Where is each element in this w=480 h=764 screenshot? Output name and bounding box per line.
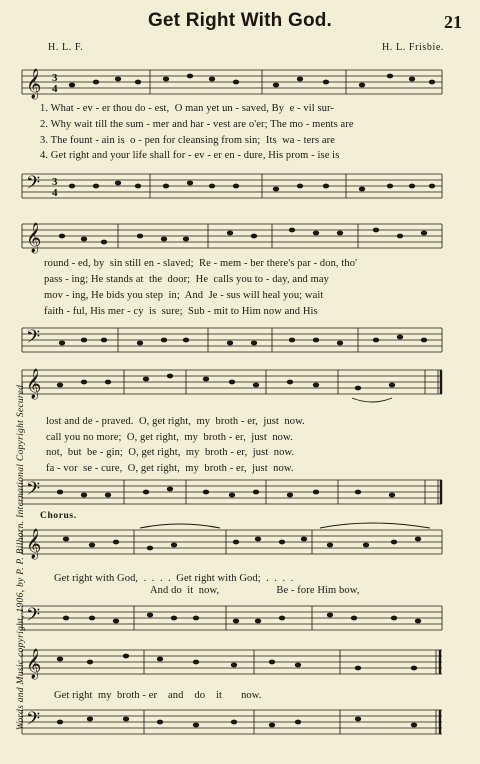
svg-text:𝄢: 𝄢	[26, 172, 41, 197]
svg-text:𝄞: 𝄞	[26, 369, 42, 398]
bass-staff-chorus-1	[0, 598, 480, 638]
svg-text:𝄢: 𝄢	[26, 478, 41, 503]
bass-staff-3	[0, 474, 480, 514]
chorus-label: Chorus.	[40, 511, 77, 521]
svg-text:3: 3	[52, 176, 58, 188]
svg-text:𝄞: 𝄞	[26, 69, 42, 98]
treble-staff-chorus-1	[0, 520, 480, 564]
treble-staff-3	[0, 364, 480, 408]
treble-staff-2	[0, 218, 480, 258]
verse-line-2-1: round - ed, by sin still en - slaved; Re - mem - ber there's par - don, tho'	[44, 258, 358, 269]
svg-text:𝄢: 𝄢	[26, 604, 41, 629]
svg-text:𝄞: 𝄞	[26, 649, 42, 678]
bass-staff-chorus-2	[0, 702, 480, 742]
svg-text:𝄢: 𝄢	[26, 708, 41, 733]
verse-line-1-1: 1. What - ev - er thou do - est, O man yet un - saved, By e - vil sur-	[40, 103, 335, 114]
treble-staff-chorus-2	[0, 642, 480, 686]
verse-line-1-2: 2. Why wait till the sum - mer and har - vest are o'er; The mo - ments are	[40, 119, 354, 130]
svg-text:𝄞: 𝄞	[26, 223, 42, 252]
svg-text:3: 3	[52, 72, 58, 84]
verse-line-2-3: mov - ing, He bids you step in; And Je - sus will heal you; wait	[44, 290, 324, 301]
svg-text:4: 4	[52, 187, 58, 199]
verse-line-3-2: call you no more; O, get right, my broth - er, just now.	[46, 432, 293, 443]
svg-text:𝄞: 𝄞	[26, 529, 42, 558]
svg-text:𝄢: 𝄢	[26, 326, 41, 351]
verse-line-3-3: not, but be - gin; O, get right, my broth - er, just now.	[46, 447, 295, 458]
chorus-line-3: Get right my broth - er and do it now.	[54, 690, 262, 701]
verse-line-2-2: pass - ing; He stands at the door; He calls you to - day, and may	[44, 274, 329, 285]
composer-credit: H. L. Frisbie.	[381, 42, 444, 53]
chorus-line-1: Get right with God, . . . . Get right with God; . . . .	[54, 573, 294, 584]
verse-line-3-4: fa - vor se - cure, O, get right, my broth - er, just now.	[46, 463, 294, 474]
copyright-text: Words and Music copyright, 1906, by P. P. Bilhorn. International Copyright Secured.	[16, 382, 26, 730]
verse-line-3-1: lost and de - praved. O, get right, my broth - er, just now.	[46, 416, 305, 427]
verse-line-2-4: faith - ful, His mer - cy is sure; Sub - mit to Him now and His	[44, 306, 318, 317]
hymn-title: Get Right With God.	[147, 10, 333, 31]
bass-staff-2	[0, 322, 480, 362]
treble-staff-1	[0, 64, 480, 104]
bass-staff-1	[0, 168, 480, 208]
svg-text:4: 4	[52, 83, 58, 95]
chorus-line-2: And do it now, Be - fore Him bow,	[150, 585, 360, 596]
lyricist-credit: H. L. F.	[48, 42, 84, 53]
page-number: 21	[444, 12, 462, 32]
verse-line-1-4: 4. Get right and your life shall for - ev - er en - dure, His prom - ise is	[40, 150, 340, 161]
verse-line-1-3: 3. The fount - ain is o - pen for cleansing from sin; Its wa - ters are	[40, 135, 336, 146]
